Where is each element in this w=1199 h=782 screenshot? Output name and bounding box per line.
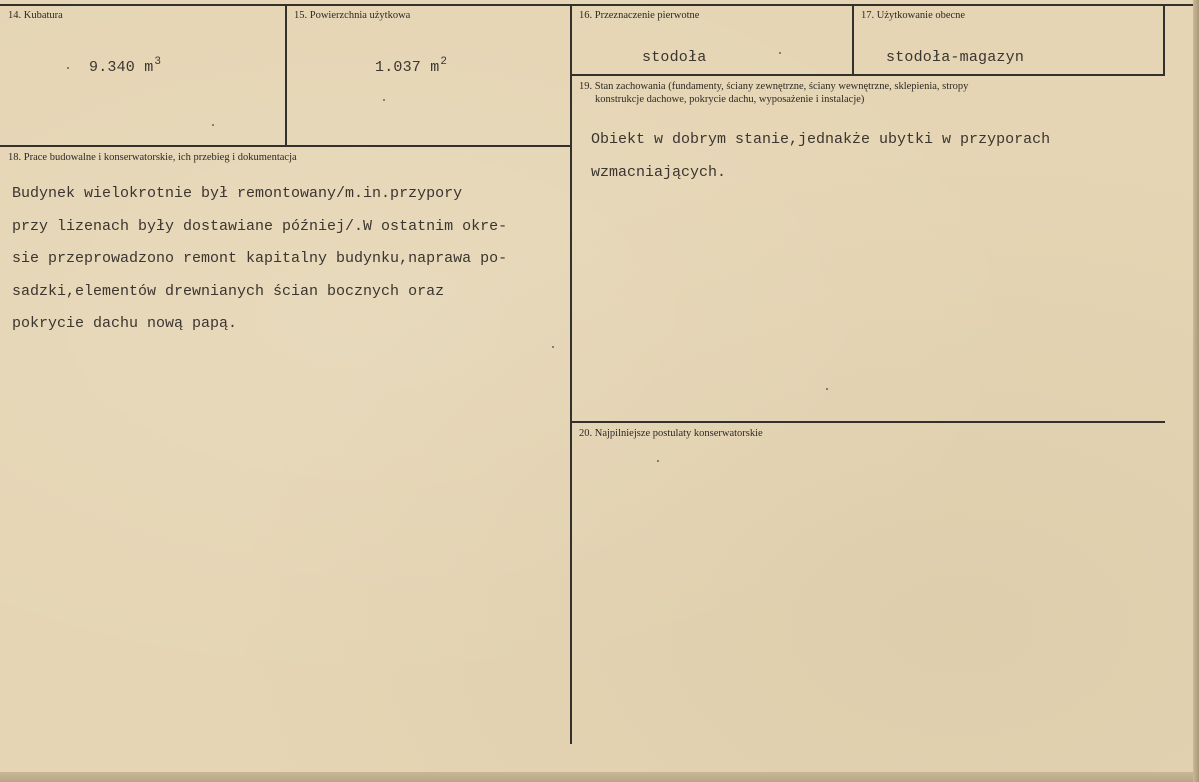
divider-16-17 (852, 4, 854, 75)
field-19-line: Obiekt w dobrym stanie,jednakże ubytki w przyporach (591, 131, 1051, 148)
field-20-label: 20. Najpilniejsze postulaty konserwatorskie (579, 428, 763, 439)
paper-speck (826, 388, 828, 390)
field-15-value (375, 56, 447, 76)
field-18-line: sie przeprowadzono remont kapitalny budynku,naprawa po- (12, 250, 508, 267)
rule-row1-right (571, 74, 1165, 76)
field-17-label: 17. Użytkowanie obecne (861, 10, 966, 21)
field-14-exponent: 3 (154, 56, 162, 68)
divider-14-15 (285, 4, 287, 146)
field-18-line: sadzki,elementów drewnianych ścian bocznych oraz (12, 282, 445, 300)
paper-speck (212, 124, 214, 126)
field-17-value: stodoła-magazyn (886, 49, 1025, 66)
field-14-value (89, 56, 161, 76)
paper-speck (383, 99, 385, 101)
paper-speck (657, 460, 659, 462)
rule-19-20 (571, 421, 1165, 423)
field-19-label-line1: 19. Stan zachowania (fundamenty, ściany zewnętrzne, ściany wewnętrzne, sklepienia, stropy (579, 81, 969, 92)
field-14-label: 14. Kubatura (8, 10, 63, 21)
paper-speck (552, 346, 554, 348)
field-19-text (591, 124, 1050, 189)
field-18-line: Budynek wielokrotnie był remontowany/m.in.przypory (12, 185, 463, 202)
field-18-line: przy lizenach były dostawiane później/.W ostatnim okre- (12, 217, 508, 235)
field-18-label: 18. Prace budowalne i konserwatorskie, ich przebieg i dokumentacja (8, 152, 297, 163)
paper-speck (67, 67, 69, 69)
field-15-exponent: 2 (440, 56, 448, 68)
scan-edge-bottom (0, 772, 1199, 782)
field-14-number: 9.340 m (89, 59, 154, 76)
paper-speck (779, 52, 781, 54)
field-15-number: 1.037 m (375, 59, 440, 76)
field-19-label-line2: konstrukcje dachowe, pokrycie dachu, wyposażenie i instalacje) (595, 94, 865, 105)
field-15-label: 15. Powierzchnia użytkowa (294, 10, 411, 21)
field-18-text (12, 178, 507, 341)
field-16-label: 16. Przeznaczenie pierwotne (579, 10, 700, 21)
field-16-value: stodoła (642, 49, 707, 66)
main-divider (570, 4, 572, 744)
field-19-line: wzmacniających. (591, 163, 727, 181)
scan-edge-right (1193, 0, 1199, 782)
right-edge-rule (1163, 4, 1165, 76)
field-18-line: pokrycie dachu nową papą. (12, 315, 238, 332)
top-rule (0, 4, 1193, 6)
